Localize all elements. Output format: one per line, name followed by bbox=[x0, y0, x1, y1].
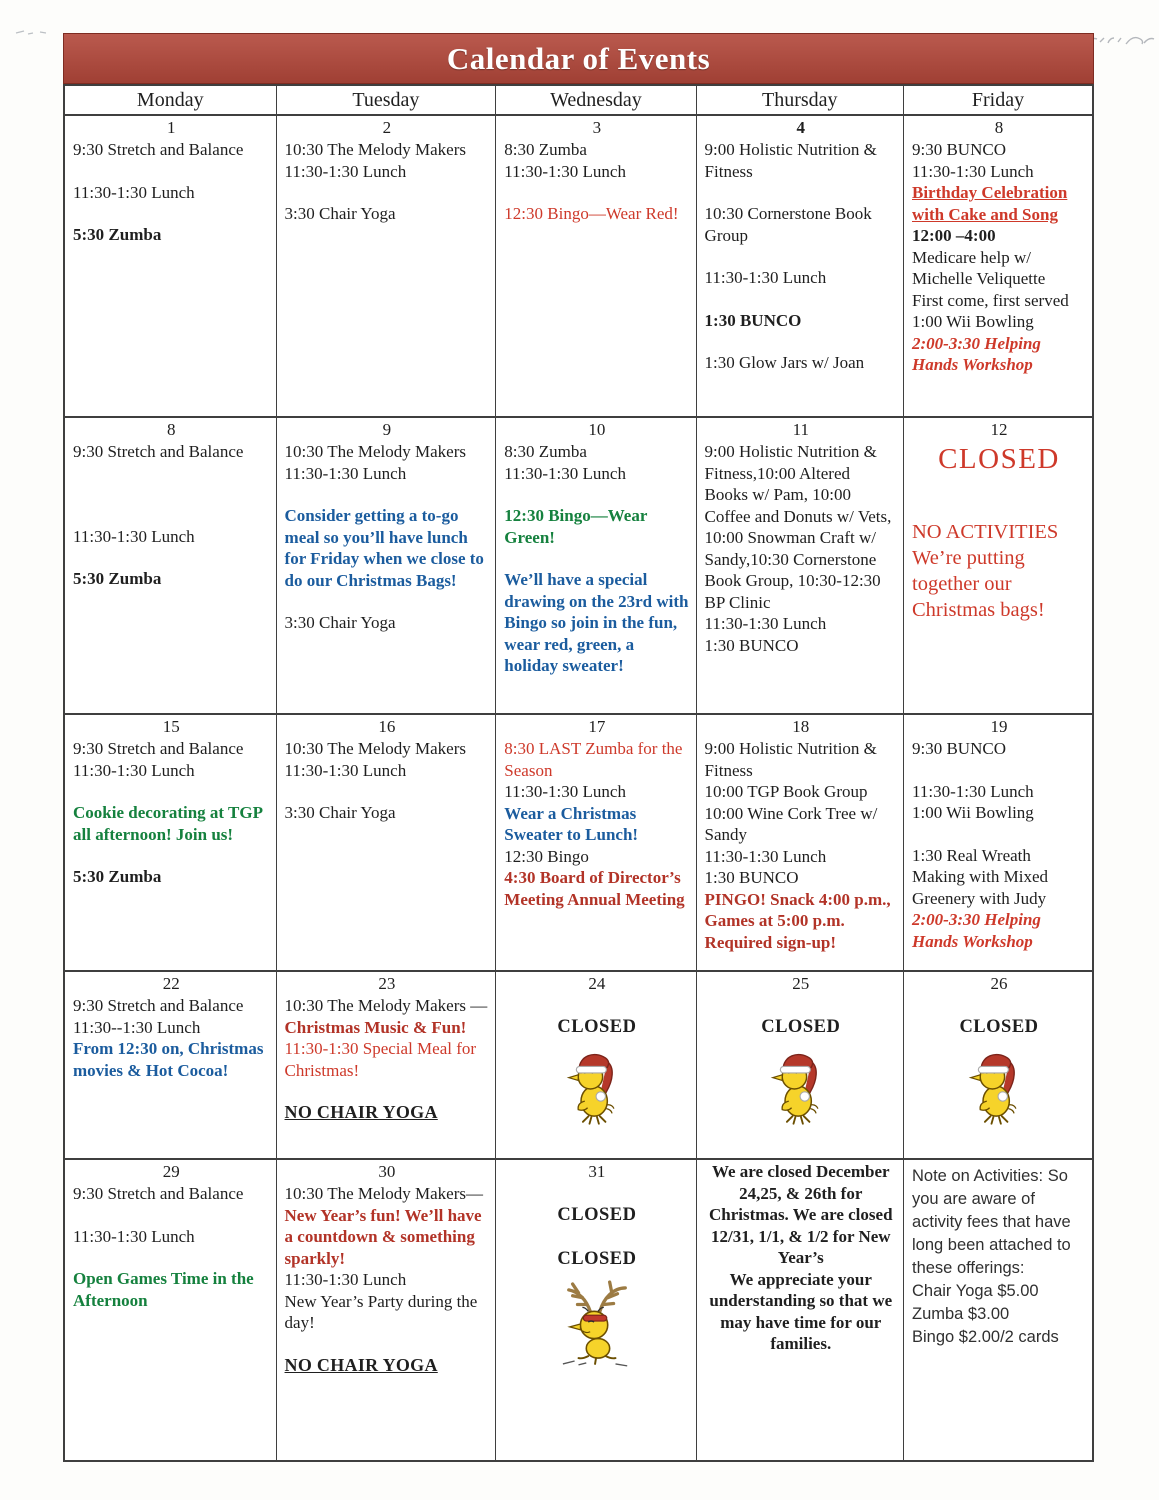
day-cell-26 bbox=[903, 972, 1092, 1158]
day-header-monday: Monday bbox=[136, 88, 204, 111]
event-line bbox=[73, 1205, 270, 1226]
date-number: 15 bbox=[162, 717, 180, 736]
event-line bbox=[705, 995, 897, 1016]
date-number: 24 bbox=[588, 974, 606, 993]
event-line: CLOSED bbox=[938, 443, 1060, 475]
event-line bbox=[73, 547, 270, 568]
event-line: Zumba $3.00 bbox=[912, 1305, 1010, 1323]
event-line bbox=[73, 1247, 270, 1268]
event-line: 11:30-1:30 Lunch bbox=[504, 463, 626, 483]
day-cell-2 bbox=[276, 116, 496, 416]
event-line: Note on Activities: So you are aware of activity fees that have long been attached to these offerings: bbox=[912, 1167, 1071, 1277]
date-number: 18 bbox=[792, 717, 810, 736]
event-line: 8:30 LAST Zumba for the Season bbox=[504, 739, 683, 780]
event-line bbox=[705, 331, 897, 352]
event-line: 9:30 Stretch and Balance bbox=[73, 1184, 244, 1203]
day-cell-16 bbox=[276, 715, 496, 970]
event-line: 4:30 Board of Director’s Meeting Annual Meeting bbox=[504, 868, 685, 909]
event-line: 1:30 Glow Jars w/ Joan bbox=[704, 353, 865, 372]
day-header-wednesday: Wednesday bbox=[495, 86, 695, 114]
day-cell-1 bbox=[65, 116, 276, 416]
event-line: 2:00-3:30 Helping Hands Workshop bbox=[912, 333, 1041, 374]
event-line bbox=[285, 1334, 490, 1355]
event-line: First come, first served bbox=[912, 290, 1069, 310]
event-line: 11:30-1:30 Lunch bbox=[912, 161, 1034, 181]
event-line: CLOSED bbox=[557, 1205, 637, 1225]
event-line: Medicare help w/ Michelle Veliquette bbox=[912, 247, 1046, 288]
event-line bbox=[73, 781, 270, 802]
event-line: From 12:30 on, Christmas movies & Hot Cocoa! bbox=[73, 1039, 264, 1080]
event-line: 9:30 Stretch and Balance bbox=[73, 996, 244, 1015]
event-line: 11:30-1:30 Lunch bbox=[284, 463, 407, 483]
event-line: 9:30 Stretch and Balance bbox=[73, 739, 244, 758]
day-cell-31 bbox=[495, 1160, 695, 1460]
date-number: 25 bbox=[792, 974, 810, 993]
event-line: CLOSED bbox=[959, 1017, 1039, 1037]
week-row-5 bbox=[63, 1160, 1094, 1462]
event-line: 8:30 Zumba bbox=[504, 442, 587, 461]
day-cell-25 bbox=[696, 972, 903, 1158]
event-line: 10:30 The Melody Makers—New Year’s fun! We’ll have a countdown & something sparkly! bbox=[284, 1184, 483, 1268]
event-line: 12:00 –4:00 bbox=[912, 226, 996, 245]
day-cell-24 bbox=[495, 972, 695, 1158]
event-line: 3:30 Chair Yoga bbox=[284, 204, 396, 223]
event-line: 10:30 The Melody Makers bbox=[284, 442, 466, 461]
day-cell-w5d4 bbox=[696, 1160, 903, 1460]
day-cell-12 bbox=[903, 418, 1092, 713]
event-line: 3:30 Chair Yoga bbox=[284, 803, 396, 822]
event-line: 10:30 The Melody Makers bbox=[284, 739, 466, 758]
day-header-tuesday: Tuesday bbox=[276, 86, 496, 114]
event-line: 1:00 Wii Bowling bbox=[912, 803, 1034, 822]
event-line: 3:30 Chair Yoga bbox=[284, 613, 396, 632]
event-line: 11:30--1:30 Lunch bbox=[73, 1017, 201, 1037]
day-cell-15 bbox=[65, 715, 276, 970]
day-header-row bbox=[63, 84, 1094, 115]
event-line bbox=[73, 845, 270, 866]
event-line bbox=[504, 182, 689, 203]
date-number: 2 bbox=[382, 118, 392, 137]
week-row-2 bbox=[63, 418, 1094, 715]
calendar-title-bar bbox=[63, 33, 1094, 84]
event-line: 10:00 TGP Book Group bbox=[704, 782, 868, 801]
event-line bbox=[912, 760, 1086, 781]
event-line bbox=[73, 161, 270, 182]
event-line bbox=[912, 477, 1086, 498]
day-header-friday: Friday bbox=[903, 86, 1092, 114]
day-cell-23 bbox=[276, 972, 496, 1158]
day-cell-3 bbox=[495, 116, 695, 416]
event-line bbox=[705, 182, 897, 203]
day-cell-8 bbox=[65, 418, 276, 713]
event-line: New Year’s Party during the day! bbox=[284, 1291, 478, 1332]
woodstock-santa-icon bbox=[912, 1047, 1086, 1129]
day-cell-29 bbox=[65, 1160, 276, 1460]
event-line: 8:30 Zumba bbox=[504, 140, 587, 159]
event-line: 11:30-1:30 Lunch bbox=[704, 614, 827, 633]
event-line: 2:00-3:30 Helping Hands Workshop bbox=[912, 910, 1041, 951]
date-number: 8 bbox=[994, 118, 1004, 137]
date-number: 19 bbox=[990, 717, 1008, 736]
event-line: 11:30-1:30 Lunch bbox=[73, 1226, 195, 1246]
woodstock-santa-icon bbox=[504, 1047, 689, 1129]
day-cell-30 bbox=[276, 1160, 496, 1460]
day-cell-18 bbox=[696, 715, 903, 970]
event-line: Bingo $2.00/2 cards bbox=[912, 1328, 1059, 1346]
event-line: We are closed December 24,25, & 26th for Christmas. We are closed 12/31, 1/1, & 1/2 for New Year’s bbox=[709, 1162, 893, 1267]
event-line: CLOSED bbox=[557, 1017, 637, 1037]
date-number: 29 bbox=[162, 1162, 180, 1181]
event-line: 1:00 Wii Bowling bbox=[912, 312, 1034, 331]
date-number: 26 bbox=[990, 974, 1008, 993]
event-line bbox=[285, 781, 490, 802]
event-line: 11:30-1:30 Lunch bbox=[73, 760, 195, 780]
event-line: Cookie decorating at TGP all afternoon! Join us! bbox=[73, 803, 263, 844]
event-line bbox=[912, 498, 1086, 519]
pencil-scribble bbox=[1086, 31, 1158, 56]
day-cell-10 bbox=[495, 418, 695, 713]
event-line: Chair Yoga $5.00 bbox=[912, 1282, 1039, 1300]
event-line bbox=[705, 289, 897, 310]
date-number: 17 bbox=[588, 717, 606, 736]
event-line: 5:30 Zumba bbox=[73, 225, 162, 244]
event-line: 12:30 Bingo—Wear Red! bbox=[504, 204, 679, 223]
day-cell-4 bbox=[696, 116, 903, 416]
event-line bbox=[705, 246, 897, 267]
event-line: CLOSED bbox=[761, 1017, 841, 1037]
date-number: 11 bbox=[792, 420, 809, 439]
woodstock-reindeer-icon bbox=[504, 1278, 689, 1368]
date-number: 10 bbox=[588, 420, 606, 439]
day-cell-11 bbox=[696, 418, 903, 713]
event-line bbox=[285, 591, 490, 612]
event-line: 11:30-1:30 Special Meal for Christmas! bbox=[284, 1039, 477, 1080]
day-cell-w5d5 bbox=[903, 1160, 1092, 1460]
page-title: Calendar of Events bbox=[446, 40, 711, 76]
event-line bbox=[285, 484, 490, 505]
event-line bbox=[73, 505, 270, 526]
calendar bbox=[63, 33, 1094, 1462]
week-row-3 bbox=[63, 715, 1094, 972]
event-line: 11:30-1:30 Lunch bbox=[912, 781, 1034, 801]
event-line: 1:30 BUNCO bbox=[704, 310, 802, 330]
event-line: 11:30-1:30 Lunch bbox=[704, 268, 827, 287]
event-line bbox=[504, 995, 689, 1016]
date-number: 22 bbox=[162, 974, 180, 993]
event-line: 10:00 Wine Cork Tree w/ Sandy bbox=[704, 803, 878, 844]
event-line: Open Games Time in the Afternoon bbox=[73, 1269, 254, 1310]
day-header-thursday: Thursday bbox=[696, 86, 903, 114]
event-line: 1:30 BUNCO bbox=[704, 635, 799, 655]
day-cell-9 bbox=[276, 418, 496, 713]
date-number: 12 bbox=[990, 420, 1008, 439]
event-line: 11:30-1:30 Lunch bbox=[73, 526, 195, 546]
event-line: 11:30-1:30 Lunch bbox=[704, 846, 827, 866]
event-line: We’re putting together our Christmas bags! bbox=[912, 547, 1045, 621]
event-line: 10:30 The Melody Makers bbox=[284, 140, 466, 159]
event-line: Birthday Celebration with Cake and Song bbox=[912, 183, 1068, 224]
event-line bbox=[73, 484, 270, 505]
event-line bbox=[912, 824, 1086, 845]
event-line: 11:30-1:30 Lunch bbox=[284, 760, 407, 780]
event-line bbox=[285, 1081, 490, 1102]
date-number: 23 bbox=[378, 974, 396, 993]
event-line: Consider getting a to-go meal so you’ll have lunch for Friday when we close to do our Christmas Bags! bbox=[284, 506, 484, 590]
event-line bbox=[285, 182, 490, 203]
date-number: 8 bbox=[167, 420, 176, 439]
event-line: 10:30 Cornerstone Book Group bbox=[704, 204, 872, 245]
event-line: 1:30 BUNCO bbox=[704, 868, 799, 887]
event-line: 1:30 Real Wreath Making with Mixed Greenery with Judy bbox=[912, 845, 1048, 908]
week-row-1 bbox=[63, 115, 1094, 418]
event-line: 9:30 BUNCO bbox=[912, 739, 1006, 758]
date-number: 9 bbox=[382, 420, 392, 439]
event-line: CLOSED bbox=[557, 1248, 637, 1269]
event-line: 9:00 Holistic Nutrition & Fitness bbox=[704, 140, 877, 181]
event-line: 9:30 BUNCO bbox=[912, 140, 1006, 159]
calendar-body bbox=[63, 115, 1094, 1462]
event-line bbox=[504, 548, 689, 569]
event-line: 12:30 Bingo—Wear Green! bbox=[504, 506, 648, 547]
event-line: 5:30 Zumba bbox=[73, 867, 162, 886]
event-line bbox=[73, 463, 270, 484]
event-line bbox=[504, 484, 689, 505]
event-line bbox=[73, 203, 270, 224]
date-number: 30 bbox=[378, 1162, 396, 1181]
event-line: 11:30-1:30 Lunch bbox=[73, 182, 195, 202]
event-line bbox=[504, 1183, 689, 1204]
event-line: We’ll have a special drawing on the 23rd with Bingo so join in the fun, wear red, green, a holiday sweater! bbox=[504, 570, 689, 675]
day-cell-22 bbox=[65, 972, 276, 1158]
event-line: NO CHAIR YOGA bbox=[284, 1102, 438, 1122]
event-line: NO ACTIVITIES bbox=[912, 521, 1059, 543]
day-cell-19 bbox=[903, 715, 1092, 970]
event-line: 11:30-1:30 Lunch bbox=[284, 161, 407, 181]
event-line: 10:30 The Melody Makers —Christmas Music & Fun! bbox=[284, 996, 488, 1037]
event-line: 12:30 Bingo bbox=[504, 846, 589, 866]
event-line: 9:30 Stretch and Balance bbox=[73, 140, 244, 159]
event-line: Wear a Christmas Sweater to Lunch! bbox=[504, 803, 639, 844]
event-line: 9:30 Stretch and Balance bbox=[73, 442, 244, 461]
event-line bbox=[912, 995, 1086, 1016]
event-line bbox=[504, 1227, 689, 1248]
week-row-4 bbox=[63, 972, 1094, 1160]
event-line: 11:30-1:30 Lunch bbox=[504, 161, 626, 181]
event-line: We appreciate your understanding so that we may have time for our families. bbox=[709, 1269, 893, 1353]
woodstock-santa-icon bbox=[705, 1047, 897, 1129]
event-line: 5:30 Zumba bbox=[73, 569, 162, 588]
date-number: 3 bbox=[592, 118, 602, 137]
event-line: PINGO! Snack 4:00 p.m., Games at 5:00 p.m. Required sign-up! bbox=[704, 889, 891, 952]
pencil-scribble bbox=[14, 26, 58, 44]
day-cell-17 bbox=[495, 715, 695, 970]
event-line: NO CHAIR YOGA bbox=[284, 1354, 438, 1375]
event-line: 9:00 Holistic Nutrition & Fitness bbox=[704, 739, 877, 780]
date-number: 1 bbox=[167, 118, 176, 137]
date-number: 4 bbox=[796, 118, 806, 137]
day-cell-8 bbox=[903, 116, 1092, 416]
date-number: 16 bbox=[378, 717, 396, 736]
event-line: 11:30-1:30 Lunch bbox=[284, 1270, 407, 1289]
date-number: 31 bbox=[588, 1162, 606, 1181]
event-line: 9:00 Holistic Nutrition & Fitness,10:00 Altered Books w/ Pam, 10:00 Coffee and Donuts w/ Vets, 10:00 Snowman Craft w/ Sandy,10:30 Cornerstone Book Group, 10:30-12:30 BP Clinic bbox=[704, 442, 892, 612]
event-line: 11:30-1:30 Lunch bbox=[504, 782, 626, 801]
